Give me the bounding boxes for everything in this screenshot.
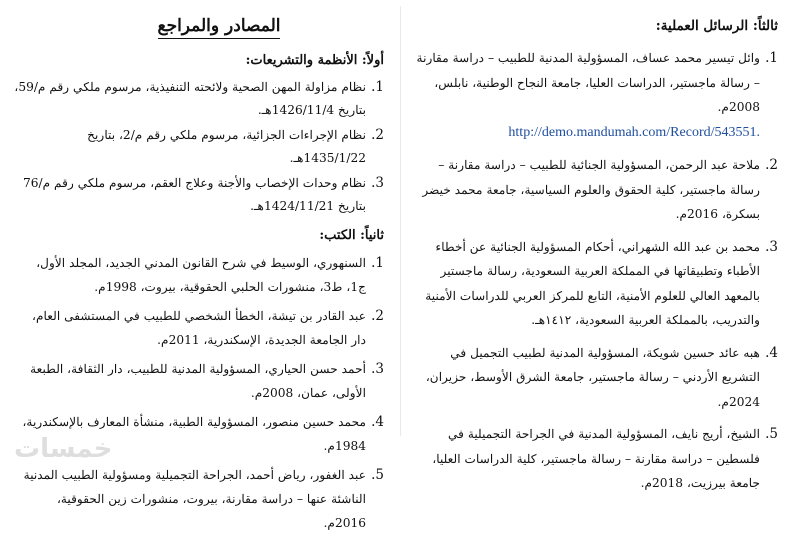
books-list — [14, 251, 384, 535]
list-item: 1. وائل تيسير محمد عساف، المسؤولية المدنية للطبيب – دراسة مقارنة – رسالة ماجستير، الدراسات العليا، جامعة النجاح الوطنية، نابلس، 2008م. http://demo.mandumah.com/Record/543551. — [416, 50, 778, 140]
reference-text: هبه عائد حسين شويكة، المسؤولية المدنية لطبيب التجميل في التشريع الأردني – رسالة ماجستير، جامعة الشرق الأوسط، حزيران، 2024م. — [425, 345, 760, 409]
list-item: 5. الشيخ، أريج نايف، المسؤولية المدنية في الجراحة التجميلية في فلسطين – دراسة مقارنة – رسالة ماجستير، كلية الدراسات العليا، جامعة بيرزيت، 2018م. — [432, 426, 778, 490]
reference-text: نظام الإجراءات الجزائية، مرسوم ملكي رقم م/2، بتاريخ 1435/1/22هـ. — [87, 128, 366, 165]
books-heading: ثانياً: الكتب: — [319, 228, 384, 243]
reference-text: نظام وحدات الإخصاب والأجنة وعلاج العقم، مرسوم ملكي رقم م/76 بتاريخ 1424/11/21هـ. — [22, 176, 366, 213]
reference-text: ملاحة عبد الرحمن، المسؤولية الجنائية للطبيب – دراسة مقارنة – رسالة ماجستير، كلية الحقوق والعلوم السياسية، جامعة محمد خيضر بسكرة، 2016م. — [422, 158, 760, 221]
list-item: 4. هبه عائد حسين شويكة، المسؤولية المدنية لطبيب التجميل في التشريع الأردني – رسالة ماجستير، جامعة الشرق الأوسط، حزيران، 2024م. — [425, 344, 778, 409]
list-item: 3. أحمد حسن الحياري، المسؤولية المدنية للطبيب، دار الثقافة، الطبعة الأولى، عمان، 2008م. — [30, 361, 384, 400]
list-item: 3. نظام وحدات الإخصاب والأجنة وعلاج العقم، مرسوم ملكي رقم م/76 بتاريخ 1424/11/21هـ. — [22, 175, 384, 213]
list-item: 4. محمد حسين منصور، المسؤولية الطبية، منشأة المعارف بالإسكندرية، 1984م. — [22, 414, 384, 453]
list-item: 2. نظام الإجراءات الجزائية، مرسوم ملكي رقم م/2، بتاريخ 1435/1/22هـ. — [87, 127, 384, 165]
reference-text: محمد حسين منصور، المسؤولية الطبية، منشأة المعارف بالإسكندرية، 1984م. — [22, 415, 366, 453]
reference-text: عبد الغفور، رياض أحمد، الجراحة التجميلية ومسؤولية الطبيب المدنية الناشئة عنها – دراسة مقارنة، بيروت، منشورات زين الحقوقية، 2016م. — [23, 468, 366, 530]
reference-text: عبد القادر بن تيشة، الخطأ الشخصي للطبيب في المستشفى العام، دار الجامعة الجديدة، الإسكندرية، 2011م. — [32, 309, 366, 347]
right-column — [400, 0, 800, 490]
list-item: 1. نظام مزاولة المهن الصحية ولائحته التنفيذية، مرسوم ملكي رقم م/59، بتاريخ 1426/11/4هـ. — [14, 79, 384, 117]
watermark-logo: خمسات — [14, 434, 113, 464]
reference-text: وائل تيسير محمد عساف، المسؤولية المدنية للطبيب – دراسة مقارنة – رسالة ماجستير، الدراسات العليا، جامعة النجاح الوطنية، نابلس، 2008م. — [416, 51, 760, 114]
reference-text: نظام مزاولة المهن الصحية ولائحته التنفيذية، مرسوم ملكي رقم م/59، بتاريخ 1426/11/4هـ. — [14, 80, 366, 117]
reference-text: الشيخ، أريج نايف، المسؤولية المدنية في الجراحة التجميلية في فلسطين – دراسة مقارنة – رسالة ماجستير، كلية الدراسات العليا، جامعة بيرزيت، 2018م. — [432, 427, 760, 490]
theses-list — [414, 46, 778, 496]
column-divider — [400, 6, 401, 436]
list-item: 5. عبد الغفور، رياض أحمد، الجراحة التجميلية ومسؤولية الطبيب المدنية الناشئة عنها – دراسة مقارنة، بيروت، منشورات زين الحقوقية، 2016م. — [23, 467, 384, 530]
reference-text: السنهوري، الوسيط في شرح القانون المدني الجديد، المجلد الأول، ج1، ط3، منشورات الحلبي الحقوقية، بيروت، 1998م. — [36, 256, 366, 294]
page-title: المصادر والمراجع — [158, 16, 281, 39]
left-column — [0, 0, 400, 530]
list-item: 2. عبد القادر بن تيشة، الخطأ الشخصي للطبيب في المستشفى العام، دار الجامعة الجديدة، الإسكندرية، 2011م. — [32, 308, 384, 347]
reference-link[interactable]: http://demo.mandumah.com/Record/543551. — [508, 124, 760, 140]
list-item: 2. ملاحة عبد الرحمن، المسؤولية الجنائية للطبيب – دراسة مقارنة – رسالة ماجستير، كلية الحقوق والعلوم السياسية، جامعة محمد خيضر بسكرة، 2016م. — [422, 157, 778, 221]
reference-text: محمد بن عبد الله الشهراني، أحكام المسؤولية الجنائية عن أخطاء الأطباء وتطبيقاتها في المملكة العربية السعودية، رسالة ماجستير بالمعهد العالي للعلوم الأمنية، التابع للمركز العربي للدراسات الأمنية والتدريب، بالمملكة العربية السعودية، ١٤١٢هـ. — [425, 239, 760, 327]
laws-heading: أولاً: الأنظمة والتشريعات: — [245, 53, 384, 68]
reference-text: أحمد حسن الحياري، المسؤولية المدنية للطبيب، دار الثقافة، الطبعة الأولى، عمان، 2008م. — [30, 362, 366, 400]
theses-heading: ثالثاً: الرسائل العملية: — [655, 18, 778, 34]
list-item: 3. محمد بن عبد الله الشهراني، أحكام المسؤولية الجنائية عن أخطاء الأطباء وتطبيقاتها في المملكة العربية السعودية، رسالة ماجستير بالمعهد العالي للعلوم الأمنية، التابع للمركز العربي للدراسات الأمنية والتدريب، بالمملكة العربية السعودية، ١٤١٢هـ. — [425, 238, 778, 327]
laws-list — [14, 76, 384, 218]
list-item: 1. السنهوري، الوسيط في شرح القانون المدني الجديد، المجلد الأول، ج1، ط3، منشورات الحلبي الحقوقية، بيروت، 1998م. — [36, 255, 384, 294]
